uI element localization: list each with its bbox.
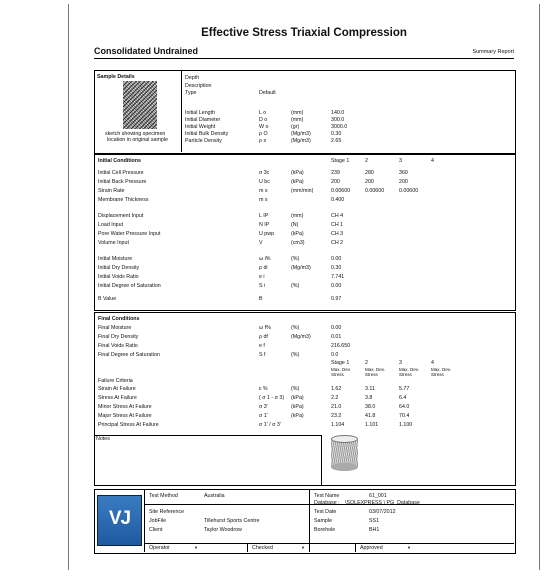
initial-condition-symbol: N IP — [259, 222, 270, 228]
failure-row-symbol: σ 1' / σ 3' — [259, 422, 281, 428]
failure-row-symbol: σ 1' — [259, 413, 268, 419]
initial-condition-unit: (N) — [291, 222, 299, 228]
initial-condition-unit: (kPa) — [291, 231, 304, 237]
sample-sketch-image — [123, 81, 157, 129]
test-date-label: Test Date — [314, 509, 337, 515]
sample-property-label: Initial Length — [185, 110, 216, 116]
test-name-label: Test Name — [314, 493, 340, 499]
initial-condition-value: 0.00600 — [365, 188, 385, 194]
sample-property-unit: (mm) — [291, 110, 304, 116]
initial-condition-symbol: m s — [259, 188, 268, 194]
stage-header: 3 — [399, 158, 402, 164]
report-subtitle: Consolidated Undrained — [94, 46, 199, 56]
company-logo: VJ — [97, 495, 142, 546]
sample-property-symbol: ρ s — [259, 138, 267, 144]
summary-report-label: Summary Report — [472, 49, 514, 55]
failure-row-label: Stress At Failure — [98, 395, 137, 401]
failure-row-value: 3.8 — [365, 395, 373, 401]
test-name-value: 61_001 — [369, 493, 387, 499]
initial-condition-value: CH 3 — [331, 231, 344, 237]
report-page — [68, 4, 540, 570]
initial-condition-symbol: U bc — [259, 179, 270, 185]
final-condition-unit: (%) — [291, 325, 300, 331]
max-dev-stress-header: Max. Dev. Stress — [365, 367, 385, 377]
sample-label: Sample — [314, 518, 332, 524]
borehole-label: Borehole — [314, 527, 336, 533]
initial-condition-value: CH 4 — [331, 213, 344, 219]
initial-condition-label: Displacement Input — [98, 213, 144, 219]
sample-property-unit: (Mg/m3) — [291, 138, 311, 144]
initial-condition-label: Initial Back Pressure — [98, 179, 147, 185]
final-condition-symbol: e f — [259, 343, 265, 349]
initial-condition-value: 0.97 — [331, 296, 342, 302]
sample-property-unit: (mm) — [291, 117, 304, 123]
final-condition-symbol: S f — [259, 352, 266, 358]
initial-condition-value: CH 1 — [331, 222, 344, 228]
failure-row-value: 64.0 — [399, 404, 410, 410]
final-condition-unit: (%) — [291, 352, 300, 358]
failure-row-value: 41.8 — [365, 413, 376, 419]
initial-condition-symbol: ρ di — [259, 265, 268, 271]
failure-row-value: 23.2 — [331, 413, 342, 419]
approved-dropdown-icon[interactable]: ▼ — [407, 545, 411, 550]
operator-label: Operator — [149, 545, 170, 551]
initial-condition-symbol: m s — [259, 197, 268, 203]
stage-header: 4 — [431, 158, 434, 164]
final-condition-value: 0.0 — [331, 352, 339, 358]
jobfile-value: Tillehurst Sports Centre — [204, 518, 260, 524]
initial-condition-value: 200 — [365, 179, 374, 185]
jobfile-label: JobFile — [149, 518, 167, 524]
operator-dropdown-icon[interactable]: ▼ — [194, 545, 198, 550]
final-condition-value: 216.650 — [331, 343, 351, 349]
initial-condition-label: Initial Voids Ratio — [98, 274, 139, 280]
sample-property-symbol: D o — [259, 117, 268, 123]
failure-row-label: Principal Stress At Failure — [98, 422, 159, 428]
sample-value: SS1 — [369, 518, 380, 524]
failure-row-unit: (%) — [291, 386, 300, 392]
final-condition-label: Final Voids Ratio — [98, 343, 138, 349]
failure-row-unit: (kPa) — [291, 404, 304, 410]
initial-condition-label: Load Input — [98, 222, 124, 228]
failure-row-symbol: σ 3' — [259, 404, 268, 410]
report-title: Effective Stress Triaxial Compression — [201, 27, 407, 39]
sample-property-label: Initial Weight — [185, 124, 216, 130]
sample-property-unit: (Mg/m3) — [291, 131, 311, 137]
sample-property-value: 300.0 — [331, 117, 345, 123]
final-condition-label: Final Dry Density — [98, 334, 139, 340]
initial-condition-value: 239 — [331, 170, 340, 176]
final-conditions-heading: Final Conditions — [98, 316, 140, 322]
initial-condition-symbol: L IP — [259, 213, 269, 219]
initial-condition-label: Initial Cell Pressure — [98, 170, 144, 176]
initial-condition-symbol: B — [259, 296, 263, 302]
initial-condition-unit: (cm3) — [291, 240, 305, 246]
stage-header: Stage 1 — [331, 360, 350, 366]
sketch-caption: location in original sample — [107, 137, 168, 143]
approved-label: Approved — [360, 545, 383, 551]
failure-row-value: 1.101 — [365, 422, 379, 428]
sketch-caption: sketch showing specimen — [105, 131, 166, 137]
failure-row-symbol: ε % — [259, 386, 268, 392]
sample-property-label: Initial Bulk Density — [185, 131, 229, 137]
checked-dropdown-icon[interactable]: ▼ — [301, 545, 305, 550]
max-dev-stress-header: Max. Dev. Stress — [399, 367, 419, 377]
initial-condition-unit: (Mg/m3) — [291, 265, 311, 271]
initial-condition-symbol: V — [259, 240, 263, 246]
initial-condition-unit: (mm) — [291, 213, 304, 219]
initial-condition-symbol: S i — [259, 283, 266, 289]
failure-row-symbol: ( σ 1 - σ 3) — [259, 395, 285, 401]
test-method-label: Test Method — [149, 493, 178, 499]
initial-condition-unit: (%) — [291, 283, 300, 289]
notes-box — [94, 435, 322, 486]
failure-row-value: 5.77 — [399, 386, 410, 392]
database-value: \SQLEXPRESS \ PG_Database — [345, 500, 420, 506]
initial-condition-label: Pore Water Pressure Input — [98, 231, 161, 237]
stage-header: 3 — [399, 360, 402, 366]
initial-condition-symbol: ω i% — [259, 256, 271, 262]
failure-row-unit: (kPa) — [291, 395, 304, 401]
initial-condition-label: Initial Dry Density — [98, 265, 140, 271]
failure-row-label: Strain At Failure — [98, 386, 136, 392]
failure-row-value: 70.4 — [399, 413, 410, 419]
initial-condition-value: 280 — [365, 170, 374, 176]
failure-row-value: 1.100 — [399, 422, 413, 428]
final-condition-unit: (Mg/m3) — [291, 334, 311, 340]
title-divider — [94, 58, 514, 59]
initial-condition-value: 360 — [399, 170, 408, 176]
failure-row-unit: (kPa) — [291, 413, 304, 419]
sample-property-symbol: ρ O — [259, 131, 268, 137]
sample-property-unit: (gr) — [291, 124, 300, 130]
final-condition-symbol: ρ df — [259, 334, 268, 340]
final-condition-label: Final Moisture — [98, 325, 132, 331]
initial-condition-unit: (mm/min) — [291, 188, 314, 194]
stage-header: Stage 1 — [331, 158, 350, 164]
sample-property-label: Initial Diameter — [185, 117, 221, 123]
type-label: Type — [185, 90, 197, 96]
initial-condition-unit: (kPa) — [291, 170, 304, 176]
failure-row-label: Minor Stress At Failure — [98, 404, 152, 410]
max-dev-stress-header: Max. Dev. Stress — [431, 367, 451, 377]
failure-row-value: 21.0 — [331, 404, 342, 410]
initial-condition-label: B Value — [98, 296, 117, 302]
failure-row-value: 6.4 — [399, 395, 407, 401]
client-label: Client — [149, 527, 163, 533]
initial-condition-value: 0.00600 — [399, 188, 419, 194]
test-date-value: 03/07/2012 — [369, 509, 396, 515]
initial-condition-value: 0.30 — [331, 265, 342, 271]
type-value: Default — [259, 90, 276, 96]
initial-condition-value: 0.00 — [331, 283, 342, 289]
final-condition-value: 0.00 — [331, 325, 342, 331]
initial-conditions-heading: Initial Conditions — [98, 158, 141, 164]
failure-row-value: 1.104 — [331, 422, 345, 428]
test-method-value: Australia — [204, 493, 225, 499]
sample-property-value: 140.0 — [331, 110, 345, 116]
failure-row-value: 1.62 — [331, 386, 342, 392]
notes-label: Notes — [96, 436, 110, 442]
final-condition-value: 0.01 — [331, 334, 342, 340]
sample-property-symbol: W o — [259, 124, 269, 130]
initial-condition-unit: (kPa) — [291, 179, 304, 185]
sample-property-symbol: L o — [259, 110, 267, 116]
initial-condition-label: Volume Input — [98, 240, 129, 246]
initial-condition-value: 7.741 — [331, 274, 345, 280]
stage-header: 2 — [365, 158, 368, 164]
initial-condition-symbol: U pwp — [259, 231, 275, 237]
initial-condition-symbol: σ 3c — [259, 170, 270, 176]
initial-condition-label: Membrane Thickness — [98, 197, 149, 203]
sample-property-value: 2.65 — [331, 138, 342, 144]
initial-condition-label: Initial Degree of Saturation — [98, 283, 161, 289]
initial-condition-value: CH 2 — [331, 240, 344, 246]
site-reference-label: Site Reference — [149, 509, 185, 515]
borehole-value: BH1 — [369, 527, 380, 533]
failure-row-label: Major Stress At Failure — [98, 413, 152, 419]
sample-property-value: 0.30 — [331, 131, 342, 137]
initial-condition-unit: (%) — [291, 256, 300, 262]
initial-condition-value: 0.00600 — [331, 188, 351, 194]
failure-row-value: 2.2 — [331, 395, 339, 401]
sample-property-label: Particle Density — [185, 138, 222, 144]
initial-condition-value: 0.400 — [331, 197, 345, 203]
client-value: Taylor Woodrow — [204, 527, 242, 533]
final-condition-label: Final Degree of Saturation — [98, 352, 160, 358]
depth-label: Depth — [185, 75, 200, 81]
initial-condition-symbol: e i — [259, 274, 265, 280]
initial-condition-label: Initial Moisture — [98, 256, 133, 262]
initial-condition-value: 200 — [331, 179, 340, 185]
initial-condition-value: 0.00 — [331, 256, 342, 262]
description-label: Description — [185, 83, 212, 89]
checked-label: Checked — [252, 545, 273, 551]
max-dev-stress-header: Max. Dev. Stress — [331, 367, 351, 377]
sample-property-value: 3000.0 — [331, 124, 348, 130]
failure-row-value: 3.11 — [365, 386, 375, 392]
sample-details-heading: Sample Details — [97, 74, 135, 80]
stage-header: 4 — [431, 360, 434, 366]
final-condition-symbol: ω f% — [259, 325, 271, 331]
failure-row-value: 38.0 — [365, 404, 376, 410]
stage-header: 2 — [365, 360, 368, 366]
database-label: Database : — [314, 500, 340, 506]
specimen-cylinder-image — [331, 435, 358, 471]
failure-criteria-label: Failure Criteria — [98, 378, 133, 384]
initial-condition-label: Strain Rate — [98, 188, 125, 194]
initial-condition-value: 200 — [399, 179, 408, 185]
